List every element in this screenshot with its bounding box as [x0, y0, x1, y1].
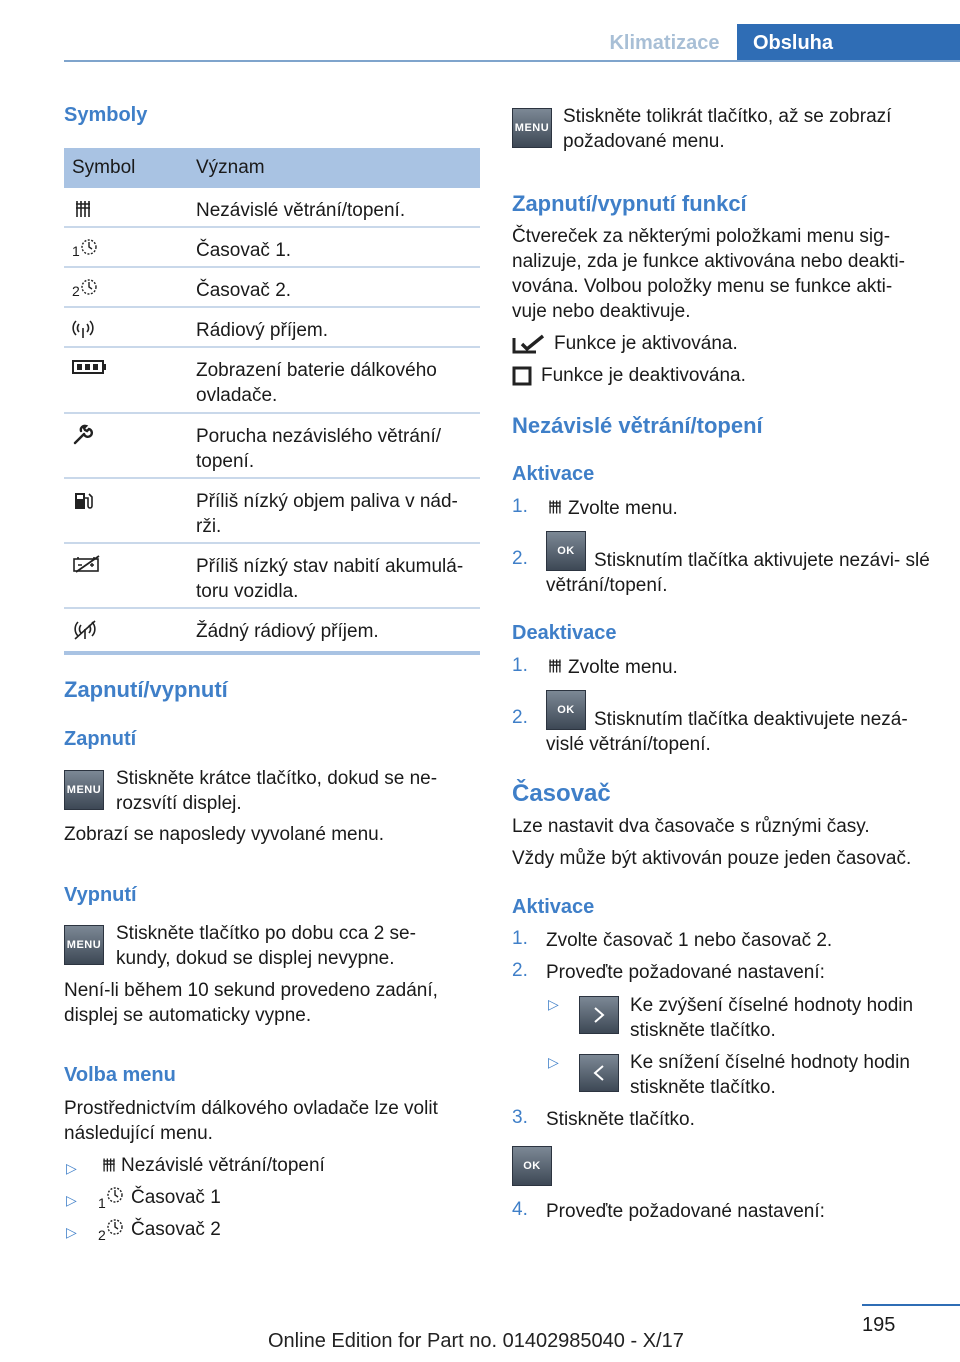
functions-text: Čtvereček za některými položkami menu sig‐ nalizuje, zda je funkce aktivována nebo deakti‐ vována. Volbou položky menu se funkce akti‐ vuje nebo deaktivuje. — [512, 226, 905, 322]
checked-box-icon — [512, 334, 546, 356]
chevron-right-icon — [591, 1005, 607, 1025]
menu-button-icon: MENU — [64, 925, 104, 965]
menu-item-label: Časovač 2 — [131, 1219, 221, 1240]
timer-activation-heading: Aktivace — [512, 896, 595, 918]
step-number: 2. — [512, 707, 528, 728]
symbols-table — [64, 148, 480, 655]
unchecked-box-icon — [512, 366, 532, 386]
low-battery-icon — [72, 554, 102, 574]
on-heading: Zapnutí — [64, 728, 137, 750]
table-row: Nezávislé větrání/topení. — [64, 188, 480, 228]
timer-step-3: Stiskněte tlačítko. — [546, 1109, 695, 1130]
table-row: Žádný rádiový příjem. — [64, 609, 480, 651]
symbols-heading: Symboly — [64, 104, 148, 126]
off-heading: Vypnutí — [64, 884, 137, 906]
footer-edition: Online Edition for Part no. 01402985040 - X/17 — [268, 1330, 684, 1352]
table-row: Příliš nízký objem paliva v nád‐ rži. — [64, 479, 480, 544]
table-bottom-border — [64, 651, 480, 655]
table-header — [64, 148, 480, 188]
header-chapter: Obsluha — [737, 24, 960, 62]
arrow-left-button-icon — [579, 1054, 619, 1092]
heating-icon — [546, 497, 564, 517]
table-row: Porucha nezávislého větrání/ topení. — [64, 414, 480, 479]
step-number: 1. — [512, 655, 528, 676]
menu-heading: Volba menu — [64, 1064, 176, 1086]
timer-sub-2: Ke snížení číselné hodnoty hodin stiskněte tlačítko. — [630, 1052, 910, 1098]
deact-step-1: Zvolte menu. — [568, 657, 678, 678]
menu-button-icon: MENU — [64, 770, 104, 810]
timer-step-1: Zvolte časovač 1 nebo časovač 2. — [546, 930, 833, 951]
step-number: 3. — [512, 1107, 528, 1128]
heating-icon — [72, 198, 94, 220]
heating-icon — [100, 1155, 118, 1175]
arrow-right-button-icon — [579, 996, 619, 1034]
timer-icon — [80, 278, 98, 296]
step-number: 1. — [512, 496, 528, 517]
off-after-text: Není-li během 10 sekund provedeno zadání, displej se automaticky vypne. — [64, 980, 438, 1026]
menu-press-text: Stiskněte tolikrát tlačítko, až se zobrazí požadované menu. — [563, 106, 892, 152]
bullet-icon: ▷ — [548, 996, 559, 1012]
on-after-text: Zobrazí se naposledy vyvolané menu. — [64, 824, 385, 845]
step-number: 2. — [512, 548, 528, 569]
timer-heading: Časovač — [512, 780, 611, 807]
wrench-icon — [72, 424, 94, 446]
bullet-icon: ▷ — [66, 1160, 77, 1176]
bullet-icon: ▷ — [548, 1054, 559, 1070]
header-divider — [64, 60, 960, 62]
header-section: Klimatizace — [609, 32, 720, 54]
timer-text-1: Lze nastavit dva časovače s různými časy. — [512, 816, 870, 837]
independent-heading: Nezávislé větrání/topení — [512, 413, 763, 438]
timer-step-2: Proveďte požadované nastavení: — [546, 962, 825, 983]
menu-text: Prostřednictvím dálkového ovladače lze volit následující menu. — [64, 1098, 438, 1144]
step-number: 2. — [512, 960, 528, 981]
activation-heading: Aktivace — [512, 463, 595, 485]
battery-icon — [72, 358, 108, 376]
functions-heading: Zapnutí/vypnutí funkcí — [512, 191, 747, 216]
off-text: Stiskněte tlačítko po dobu cca 2 se‐ kundy, dokud se displej nevypne. — [116, 923, 416, 969]
on-text: Stiskněte krátce tlačítko, dokud se ne‐ rozsvítí displej. — [116, 768, 438, 814]
chevron-left-icon — [591, 1063, 607, 1083]
ok-button-icon: OK — [546, 531, 586, 571]
bullet-icon: ▷ — [66, 1224, 77, 1240]
col-symbol: Symbol — [72, 157, 136, 178]
deact-step-2: Stisknutím tlačítka deaktivujete nezá‐ vislé větrání/topení. — [546, 709, 908, 755]
function-active-text: Funkce je aktivována. — [554, 333, 738, 354]
page-number: 195 — [862, 1314, 896, 1336]
fuel-icon — [72, 489, 94, 511]
no-radio-icon — [72, 619, 98, 641]
timer-sub-1: Ke zvýšení číselné hodnoty hodin stiskněte tlačítko. — [630, 995, 914, 1041]
table-row: Rádiový příjem. — [64, 308, 480, 348]
menu-item-label: Časovač 1 — [131, 1187, 221, 1208]
bullet-icon: ▷ — [66, 1192, 77, 1208]
table-row: 2 Časovač 2. — [64, 268, 480, 308]
ok-button-icon: OK — [512, 1146, 552, 1186]
radio-icon — [72, 318, 94, 340]
onoff-heading: Zapnutí/vypnutí — [64, 677, 228, 702]
step-number: 4. — [512, 1199, 528, 1220]
timer-icon — [106, 1218, 124, 1236]
act-step-2: Stisknutím tlačítka aktivujete nezávi‐ slé větrání/topení. — [546, 550, 930, 596]
heating-icon — [546, 656, 564, 676]
step-number: 1. — [512, 928, 528, 949]
menu-item-label: Nezávislé větrání/topení — [121, 1155, 325, 1176]
ok-button-icon: OK — [546, 690, 586, 730]
table-row: 1 Časovač 1. — [64, 228, 480, 268]
timer-step-4: Proveďte požadované nastavení: — [546, 1201, 825, 1222]
menu-button-icon: MENU — [512, 108, 552, 148]
footer-divider — [862, 1304, 960, 1306]
col-meaning: Význam — [196, 157, 265, 178]
table-row: Zobrazení baterie dálkového ovladače. — [64, 348, 480, 414]
function-inactive-text: Funkce je deaktivována. — [541, 365, 746, 386]
timer-icon — [106, 1186, 124, 1204]
timer-text-2: Vždy může být aktivován pouze jeden časovač. — [512, 848, 912, 869]
table-row: Příliš nízký stav nabití akumulá‐ toru vozidla. — [64, 544, 480, 609]
act-step-1: Zvolte menu. — [568, 498, 678, 519]
timer-icon — [80, 238, 98, 256]
deactivation-heading: Deaktivace — [512, 622, 617, 644]
